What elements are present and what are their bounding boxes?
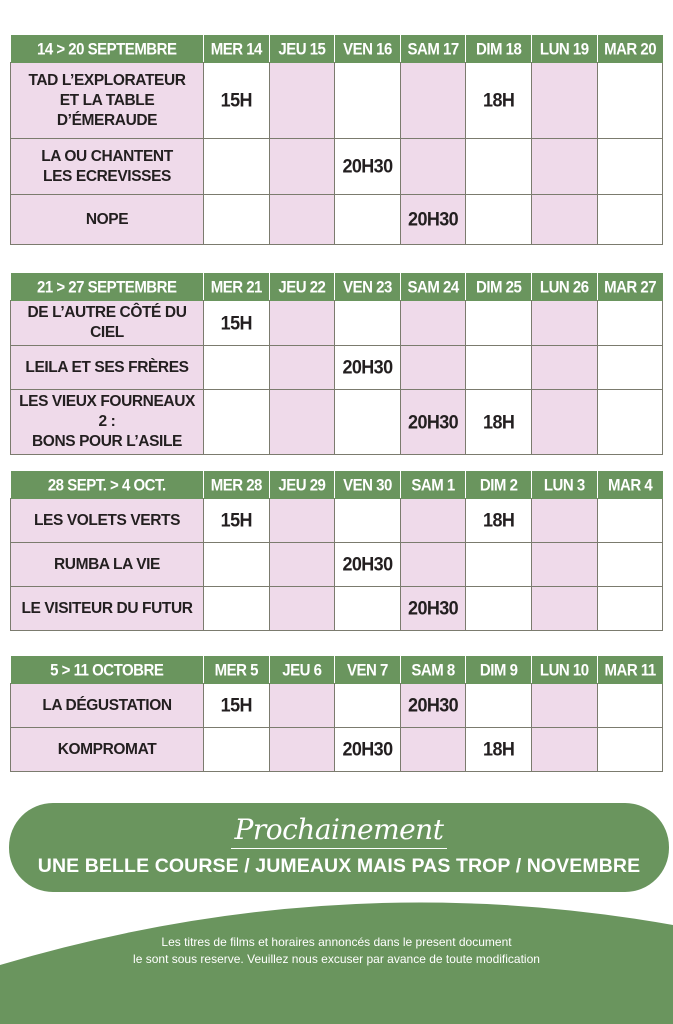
week-label: 5 > 11 OCTOBRE <box>11 656 204 685</box>
showtime: 20H30 <box>342 355 393 378</box>
showtime-cell <box>335 63 401 139</box>
film-title <box>11 63 204 139</box>
day-header: SAM 17 <box>400 35 466 64</box>
showtime: 15H <box>220 693 252 716</box>
showtime-cell <box>531 390 597 455</box>
film-row <box>11 301 663 346</box>
showtime-cell <box>400 499 466 543</box>
day-header: VEN 23 <box>335 273 401 302</box>
film-title-line: LEILA ET SES FRÈRES <box>25 358 189 376</box>
showtime-cell <box>466 301 532 346</box>
showtime-cell <box>597 728 663 772</box>
showtime-cell <box>466 63 532 139</box>
showtime: 18H <box>483 508 515 531</box>
showtime-cell <box>204 139 270 195</box>
showtime-cell <box>466 543 532 587</box>
showtime-cell <box>335 346 401 390</box>
week-table <box>10 472 663 631</box>
day-header: MAR 27 <box>597 273 663 302</box>
showtime-cell <box>531 139 597 195</box>
showtime: 15H <box>220 508 252 531</box>
showtime: 18H <box>483 88 515 111</box>
film-title <box>11 543 204 587</box>
showtime-cell <box>400 301 466 346</box>
disclaimer <box>0 934 673 968</box>
day-header: LUN 26 <box>531 273 597 302</box>
showtime-cell <box>531 346 597 390</box>
showtime-cell <box>269 390 335 455</box>
film-title <box>11 301 204 346</box>
showtime-cell <box>531 195 597 245</box>
day-header: DIM 25 <box>466 273 532 302</box>
showtime-cell <box>466 684 532 728</box>
day-header: MAR 4 <box>597 471 663 500</box>
showtime-cell <box>400 139 466 195</box>
showtime-cell <box>335 684 401 728</box>
film-row <box>11 587 663 631</box>
showtime: 20H30 <box>408 207 459 230</box>
film-row <box>11 195 663 245</box>
film-title <box>11 195 204 245</box>
film-row <box>11 543 663 587</box>
showtime-cell <box>466 390 532 455</box>
day-header: JEU 6 <box>269 656 335 685</box>
showtime-cell <box>466 728 532 772</box>
film-row <box>11 63 663 139</box>
showtime-cell <box>269 499 335 543</box>
showtime-cell <box>466 499 532 543</box>
film-title-line: LES VOLETS VERTS <box>33 511 181 529</box>
day-header: SAM 24 <box>400 273 466 302</box>
film-title-line: LE VISITEUR DU FUTUR <box>21 599 193 617</box>
film-title <box>11 684 204 728</box>
showtime: 20H30 <box>408 693 459 716</box>
showtime-cell <box>269 728 335 772</box>
day-header: LUN 10 <box>531 656 597 685</box>
showtime-cell <box>466 195 532 245</box>
film-title <box>11 390 204 455</box>
showtime-cell <box>335 139 401 195</box>
film-title <box>11 587 204 631</box>
week-header-row <box>11 274 663 301</box>
showtime: 18H <box>483 737 515 760</box>
week-table <box>10 274 663 455</box>
showtime-cell <box>269 587 335 631</box>
film-title-line: LES VIEUX FOURNEAUX 2 : BONS POUR L’ASILE <box>19 393 195 450</box>
day-header: DIM 2 <box>466 471 532 500</box>
showtime-cell <box>597 301 663 346</box>
day-header: JEU 29 <box>269 471 335 500</box>
showtime-cell <box>204 543 270 587</box>
day-header: DIM 9 <box>466 656 532 685</box>
day-header: LUN 3 <box>531 471 597 500</box>
showtime-cell <box>597 587 663 631</box>
showtime-cell <box>269 139 335 195</box>
day-header: DIM 18 <box>466 35 532 64</box>
week-header-row <box>11 472 663 499</box>
film-row <box>11 139 663 195</box>
week-table <box>10 36 663 245</box>
film-title <box>11 728 204 772</box>
film-row <box>11 728 663 772</box>
showtime-cell <box>400 63 466 139</box>
film-title-line: DE L’AUTRE CÔTÉ DU CIEL <box>27 304 187 341</box>
showtime-cell <box>597 346 663 390</box>
upcoming-titles: UNE BELLE COURSE / JUMEAUX MAIS PAS TROP / NOVEMBRE <box>37 855 641 877</box>
showtime: 20H30 <box>342 552 393 575</box>
showtime-cell <box>335 543 401 587</box>
showtime-cell <box>335 499 401 543</box>
film-title-line: TAD L’EXPLORATEUR ET LA TABLE D’ÉMERAUDE <box>28 71 186 129</box>
showtime-cell <box>531 301 597 346</box>
showtime: 20H30 <box>342 737 393 760</box>
showtime-cell <box>597 139 663 195</box>
showtime-cell <box>400 684 466 728</box>
showtime-cell <box>466 139 532 195</box>
day-header: MER 5 <box>204 656 270 685</box>
day-header: MAR 11 <box>597 656 663 685</box>
film-title-line: RUMBA LA VIE <box>54 555 160 573</box>
showtime: 20H30 <box>408 596 459 619</box>
showtime-cell <box>204 390 270 455</box>
showtime-cell <box>597 195 663 245</box>
showtime-cell <box>269 63 335 139</box>
showtime-cell <box>269 301 335 346</box>
week-label: 14 > 20 SEPTEMBRE <box>11 35 204 64</box>
showtime-cell <box>335 195 401 245</box>
showtime: 15H <box>220 311 252 334</box>
showtime-cell <box>466 587 532 631</box>
showtime-cell <box>531 684 597 728</box>
showtime-cell <box>204 728 270 772</box>
showtime-cell <box>597 390 663 455</box>
showtime-cell <box>531 63 597 139</box>
day-header: JEU 22 <box>269 273 335 302</box>
film-title <box>11 499 204 543</box>
showtime-cell <box>400 346 466 390</box>
disclaimer-line: Les titres de films et horaires annoncés dans le present document <box>161 935 512 949</box>
showtime-cell <box>400 390 466 455</box>
showtime-cell <box>269 346 335 390</box>
showtime-cell <box>531 499 597 543</box>
showtime-cell <box>269 195 335 245</box>
showtime-cell <box>400 195 466 245</box>
showtime-cell <box>597 63 663 139</box>
showtime-cell <box>335 301 401 346</box>
showtime-cell <box>204 346 270 390</box>
showtime-cell <box>597 499 663 543</box>
showtime-cell <box>531 587 597 631</box>
showtime-cell <box>335 587 401 631</box>
day-header: VEN 7 <box>335 656 401 685</box>
day-header: SAM 8 <box>400 656 466 685</box>
showtime-cell <box>400 587 466 631</box>
disclaimer-line: le sont sous reserve. Veuillez nous excuser par avance de toute modification <box>133 952 540 966</box>
showtime-cell <box>204 301 270 346</box>
showtime-cell <box>400 728 466 772</box>
showtime: 20H30 <box>342 154 393 177</box>
film-title <box>11 139 204 195</box>
upcoming-banner <box>9 803 669 892</box>
showtime: 15H <box>220 88 252 111</box>
day-header: LUN 19 <box>531 35 597 64</box>
film-title-line: LA OU CHANTENT LES ECREVISSES <box>41 147 173 185</box>
film-row <box>11 499 663 543</box>
film-row <box>11 684 663 728</box>
day-header: MER 21 <box>204 273 270 302</box>
showtime-cell <box>466 346 532 390</box>
showtime: 18H <box>483 410 515 433</box>
showtime-cell <box>204 63 270 139</box>
day-header: VEN 16 <box>335 35 401 64</box>
showtime-cell <box>204 195 270 245</box>
showtime-cell <box>400 543 466 587</box>
showtime-cell <box>204 499 270 543</box>
day-header: VEN 30 <box>335 471 401 500</box>
day-header: SAM 1 <box>400 471 466 500</box>
day-header: MER 28 <box>204 471 270 500</box>
week-table <box>10 657 663 772</box>
showtime-cell <box>597 684 663 728</box>
week-label: 28 SEPT. > 4 OCT. <box>11 471 204 500</box>
showtime-cell <box>531 728 597 772</box>
film-title-line: NOPE <box>85 210 129 228</box>
showtime-cell <box>531 543 597 587</box>
showtime-cell <box>269 543 335 587</box>
week-header-row <box>11 657 663 684</box>
showtime-cell <box>204 684 270 728</box>
showtime-cell <box>597 543 663 587</box>
film-row <box>11 346 663 390</box>
showtime-cell <box>335 728 401 772</box>
day-header: MAR 20 <box>597 35 663 64</box>
week-label: 21 > 27 SEPTEMBRE <box>11 273 204 302</box>
film-title-line: LA DÉGUSTATION <box>42 696 172 714</box>
showtime-cell <box>269 684 335 728</box>
showtime-cell <box>335 390 401 455</box>
showtime: 20H30 <box>408 410 459 433</box>
day-header: JEU 15 <box>269 35 335 64</box>
showtime-cell <box>204 587 270 631</box>
upcoming-heading: Prochainement <box>231 813 448 849</box>
day-header: MER 14 <box>204 35 270 64</box>
film-title-line: KOMPROMAT <box>57 740 157 758</box>
film-row <box>11 390 663 455</box>
week-header-row <box>11 36 663 63</box>
film-title <box>11 346 204 390</box>
